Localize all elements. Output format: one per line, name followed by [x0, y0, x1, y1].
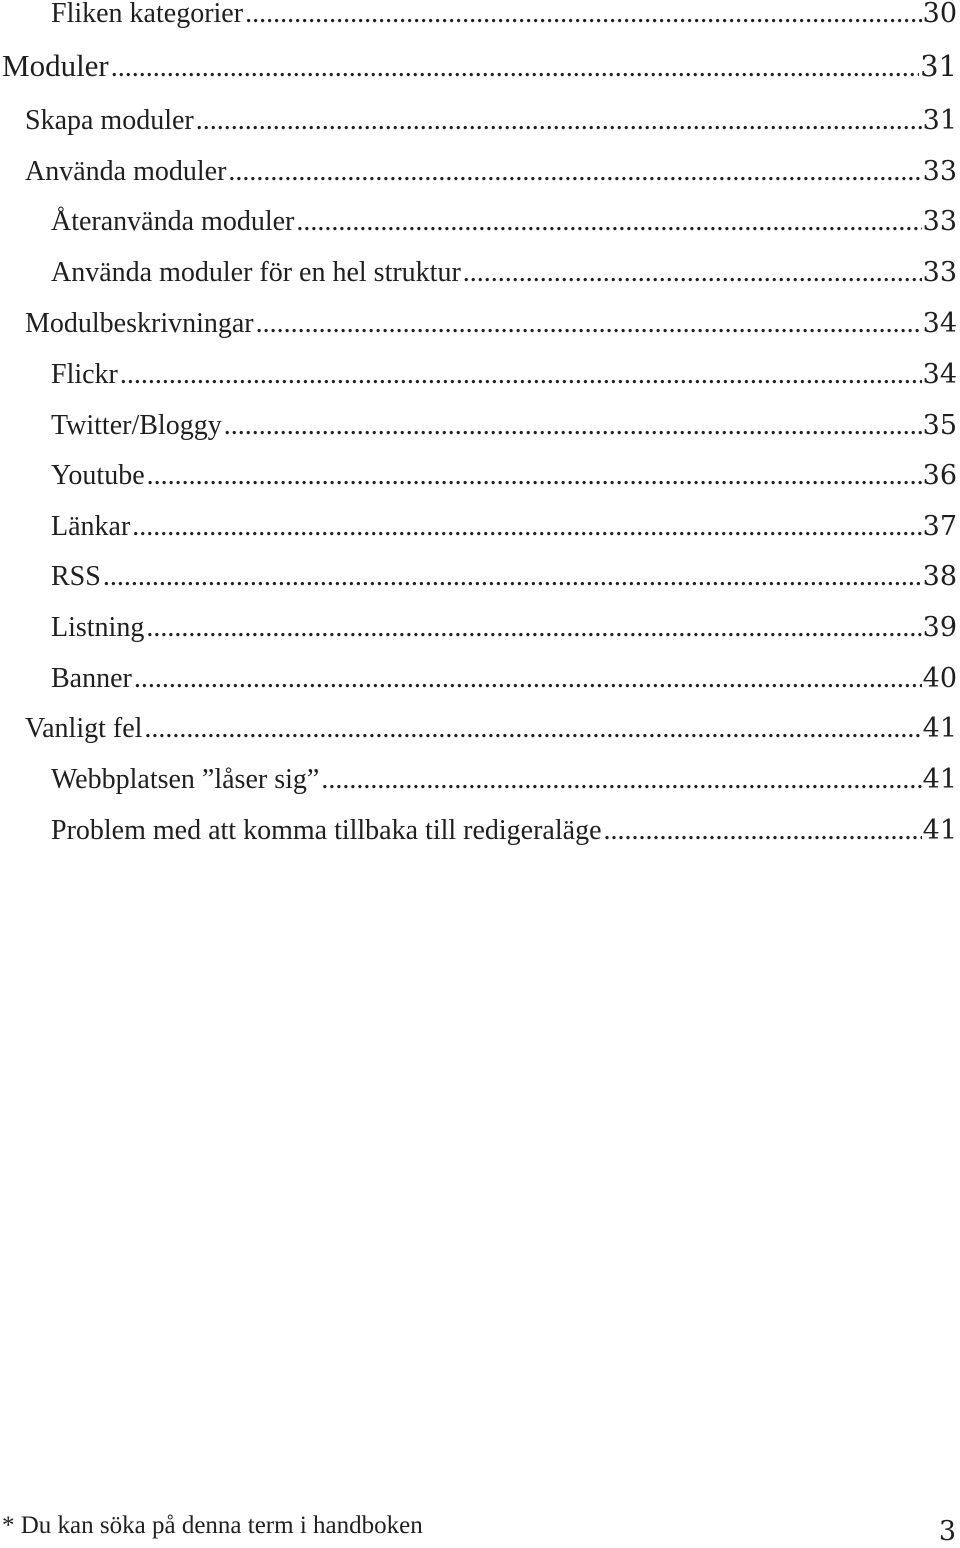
- toc-dot-leader: [103, 557, 922, 597]
- toc-entry-page: 36: [922, 460, 957, 491]
- toc-entry-anvanda-moduler-struktur[interactable]: [51, 253, 960, 293]
- toc-entry-skapa-moduler[interactable]: [25, 101, 960, 141]
- toc-entry-title: Problem med att komma tillbaka till redigeraläge: [51, 811, 604, 851]
- toc-dot-leader: [296, 202, 921, 242]
- toc-entry-page: 33: [922, 156, 957, 187]
- toc-entry-listning[interactable]: [51, 608, 960, 648]
- toc-entry-anvanda-moduler[interactable]: [25, 152, 960, 192]
- toc-dot-leader: [147, 456, 922, 496]
- toc-entry-page: 34: [922, 308, 957, 339]
- toc-entry-title: Twitter/Bloggy: [51, 406, 224, 446]
- toc-entry-title: Moduler: [2, 46, 111, 86]
- toc-dot-leader: [144, 709, 921, 749]
- toc-dot-leader: [224, 406, 922, 446]
- toc-entry-page: 41: [922, 815, 957, 846]
- toc-entry-title: Använda moduler för en hel struktur: [51, 253, 463, 293]
- toc-dot-leader: [146, 608, 921, 648]
- toc-entry-lankar[interactable]: [51, 507, 960, 547]
- toc-entry-title: Fliken kategorier: [51, 0, 245, 34]
- toc-entry-title: Skapa moduler: [25, 101, 196, 141]
- toc-entry-rss[interactable]: [51, 557, 960, 597]
- toc-dot-leader: [134, 659, 922, 699]
- toc-entry-page: 30: [922, 0, 957, 29]
- toc-entry-title: Listning: [51, 608, 146, 648]
- toc-dot-leader: [463, 253, 922, 293]
- toc-entry-page: 33: [922, 257, 957, 288]
- toc-entry-title: Modulbeskrivningar: [25, 304, 256, 344]
- toc-entry-page: 37: [922, 511, 957, 542]
- footer-note: * Du kan söka på denna term i handboken: [2, 1512, 423, 1539]
- toc-dot-leader: [196, 101, 922, 141]
- toc-entry-page: 39: [922, 612, 957, 643]
- page-number: 3: [938, 1516, 956, 1547]
- toc-dot-leader: [132, 507, 921, 547]
- toc-entry-title: Använda moduler: [25, 152, 228, 192]
- toc-entry-page: 38: [922, 561, 957, 592]
- toc-dot-leader: [111, 48, 919, 88]
- toc-entry-title: Webbplatsen ”låser sig”: [51, 760, 321, 800]
- toc-entry-banner[interactable]: [51, 659, 960, 699]
- toc-entry-title: RSS: [51, 557, 103, 597]
- toc-entry-problem-redigeralage[interactable]: [51, 811, 960, 851]
- toc-entry-ateranvanda-moduler[interactable]: [51, 202, 960, 242]
- toc-entry-title: Flickr: [51, 355, 120, 395]
- toc-entry-page: 31: [920, 49, 957, 83]
- toc-entry-page: 41: [922, 764, 957, 795]
- toc-dot-leader: [256, 304, 922, 344]
- toc-entry-title: Vanligt fel: [25, 709, 144, 749]
- toc-entry-page: 41: [922, 713, 957, 744]
- toc-entry-page: 31: [922, 105, 957, 136]
- toc-dot-leader: [245, 0, 922, 34]
- toc-entry-flickr[interactable]: [51, 355, 960, 395]
- toc-entry-page: 33: [922, 206, 957, 237]
- toc-entry-title: Banner: [51, 659, 134, 699]
- toc-entry-webbplatsen-laser-sig[interactable]: [51, 760, 960, 800]
- toc-entry-twitter-bloggy[interactable]: [51, 406, 960, 446]
- toc-dot-leader: [321, 760, 921, 800]
- toc-entry-title: Återanvända moduler: [51, 202, 296, 242]
- toc-dot-leader: [228, 152, 921, 192]
- toc-entry-page: 34: [922, 359, 957, 390]
- toc-entry-vanligt-fel[interactable]: [25, 709, 960, 749]
- toc-dot-leader: [120, 355, 922, 395]
- toc-entry-title: Länkar: [51, 507, 132, 547]
- toc-dot-leader: [604, 811, 922, 851]
- toc-entry-page: 35: [922, 410, 957, 441]
- toc-entry-moduler[interactable]: [2, 46, 960, 86]
- toc-entry-page: 40: [922, 663, 957, 694]
- toc-entry-modulbeskrivningar[interactable]: [25, 304, 960, 344]
- toc-entry-title: Youtube: [51, 456, 147, 496]
- toc-entry-fliken-kategorier[interactable]: [51, 0, 960, 34]
- toc-entry-youtube[interactable]: [51, 456, 960, 496]
